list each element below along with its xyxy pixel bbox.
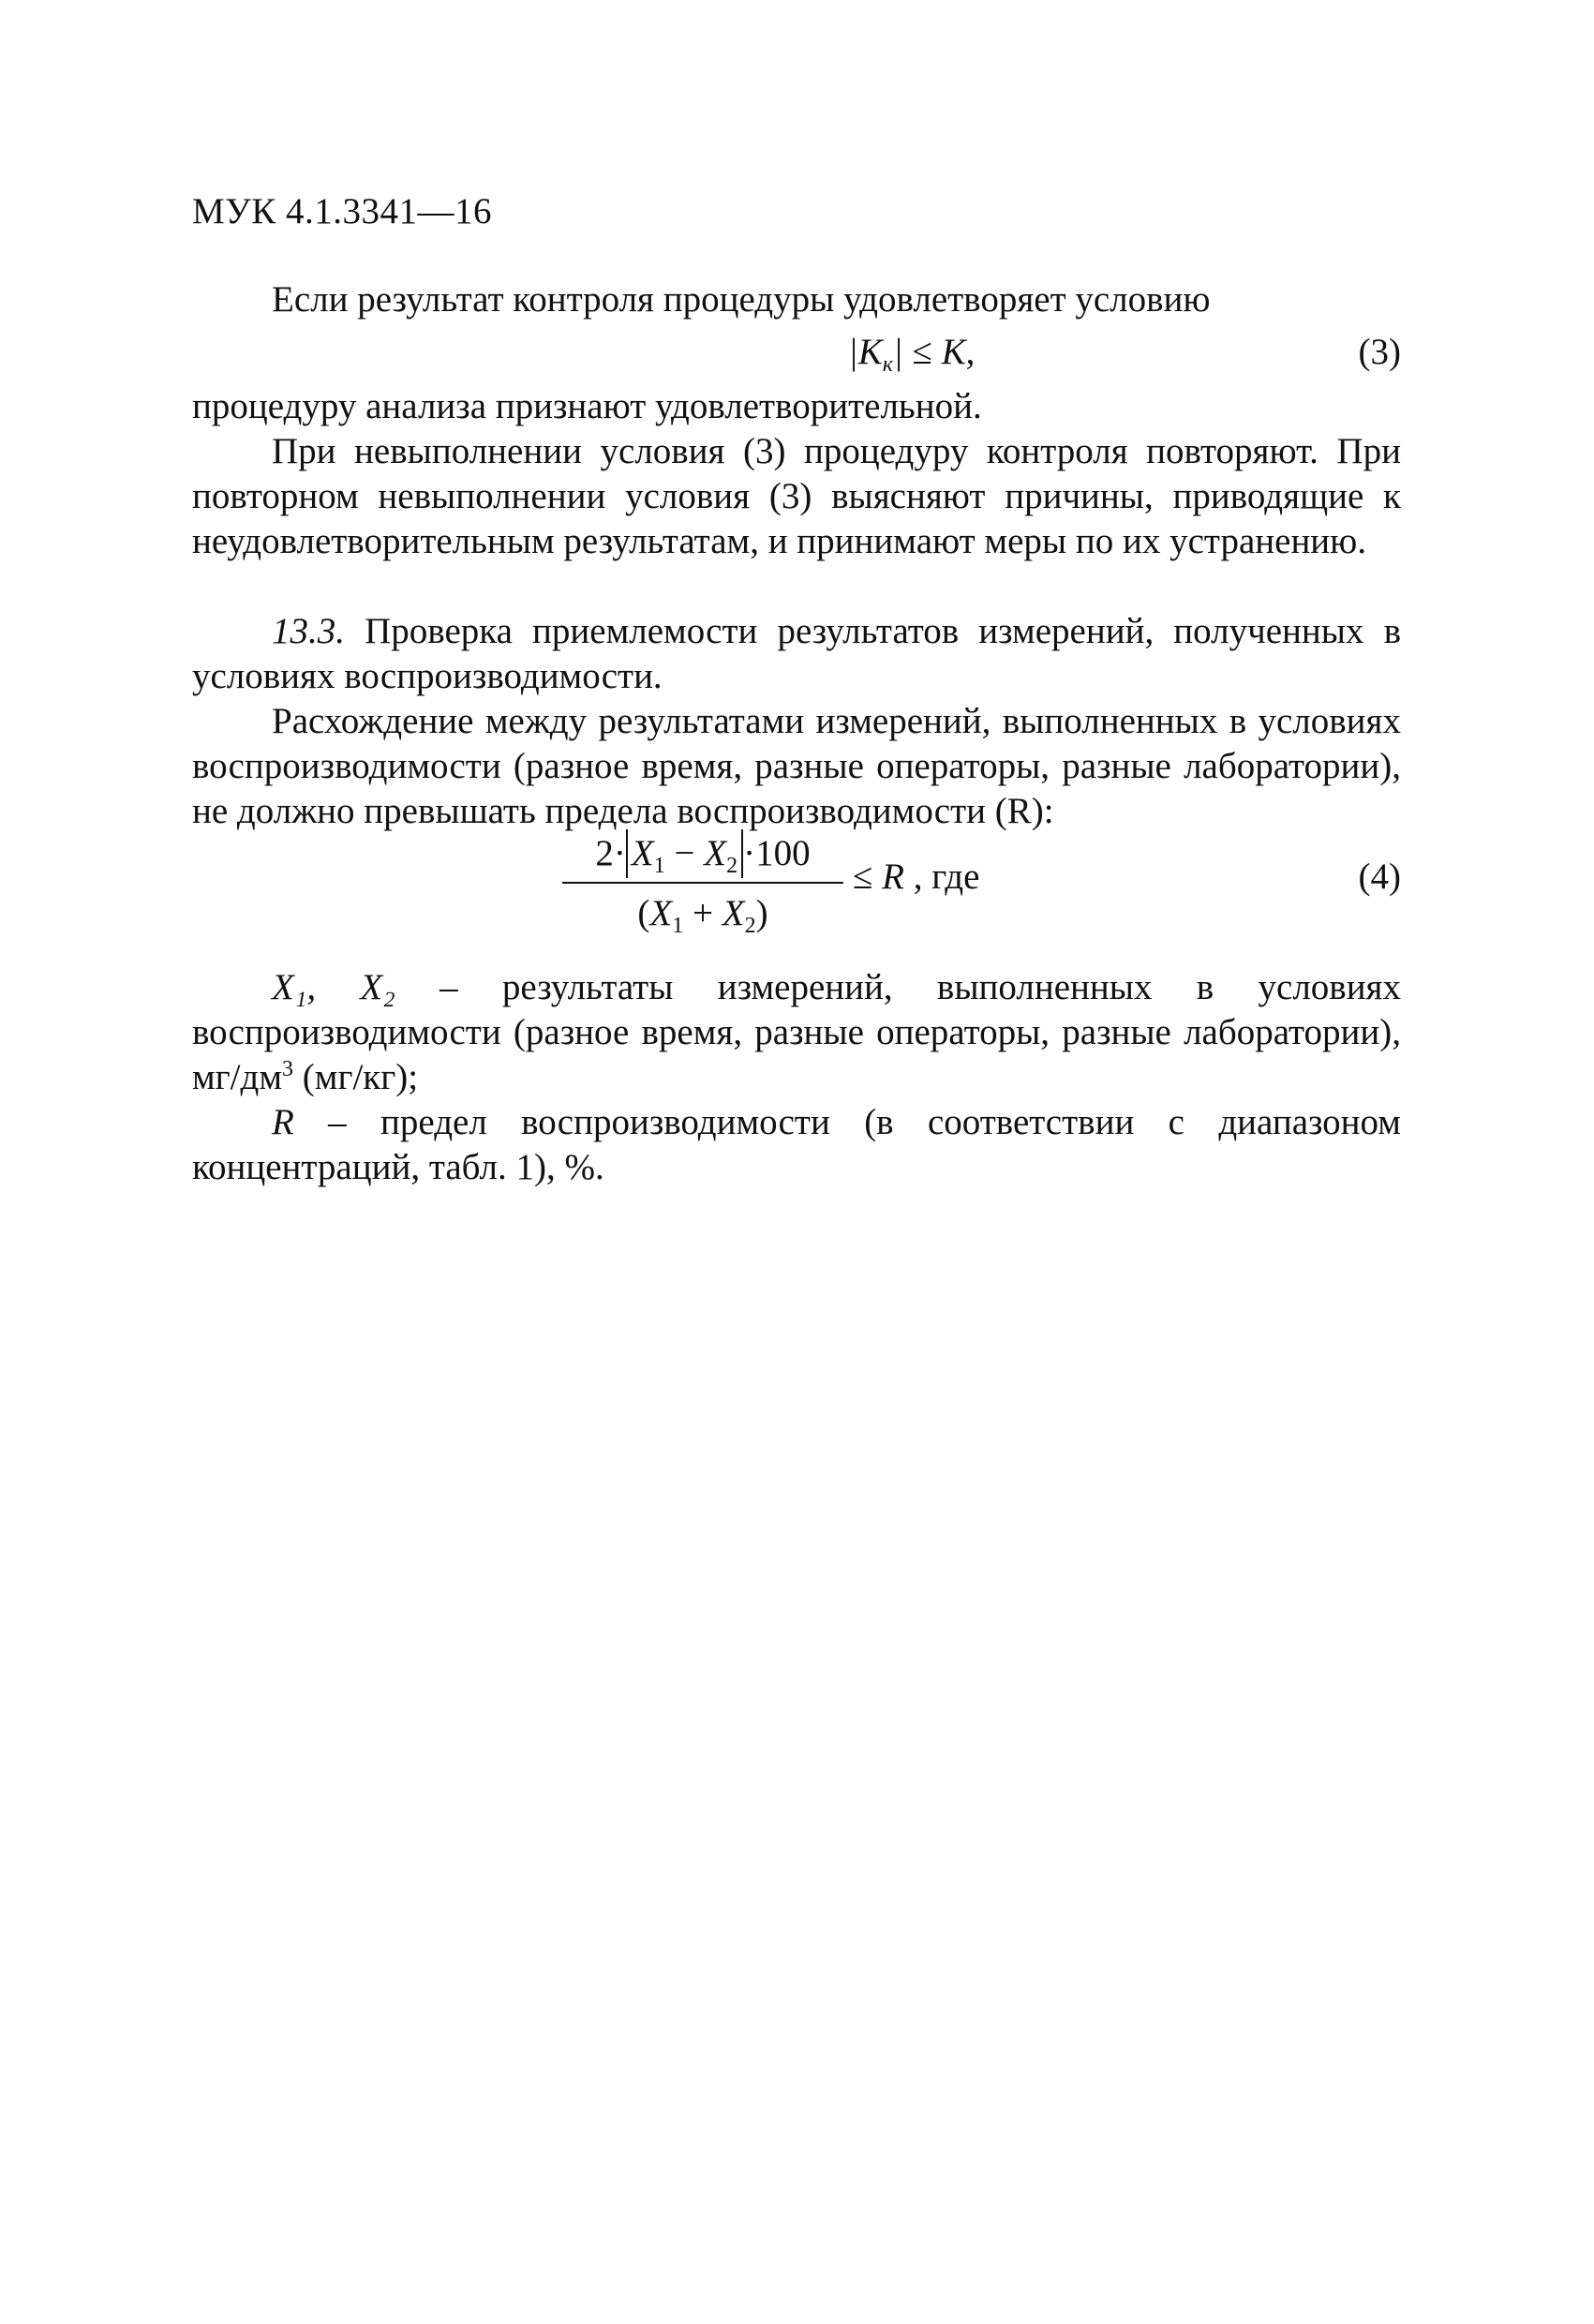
equation-3-expression: $|K_к| \le K$,: [848, 332, 976, 377]
paragraph-condition-intro: Если результат контроля процедуры удовлетворяет условию: [272, 279, 1211, 320]
equation-4-fraction: [562, 829, 843, 938]
document-code: МУК 4.1.3341—16: [192, 191, 493, 231]
section-number: 13.3.: [272, 611, 345, 651]
definition-x-vars: X₁, X₂: [272, 967, 395, 1007]
paragraph-reproducibility-limit: Расхождение между результатами измерений, выполненных в условиях воспроизводимости (разное время, разные операторы, разные лаборатории), не должно превышать предела воспроизводимости (R):: [192, 701, 1401, 831]
paragraph-repeat-control: При невыполнении условия (3) процедуру контроля повторяют. При повторном невыполнении условия (3) выясняют причины, приводящие к неудовлетворительным результатам, и принимают меры по их устранению.: [192, 431, 1401, 561]
paragraph-section-13-3: 13.3. Проверка приемлемости результатов измерений, полученных в условиях воспроизводимости.: [192, 611, 1401, 696]
equation-4-denominator: $(X_1 + X_2)$: [637, 893, 768, 938]
equation-3: [192, 331, 1401, 378]
fraction-bar: [562, 882, 843, 884]
equation-4-rhs: ≤ R , где: [853, 857, 980, 897]
definition-r: R – предел воспроизводимости (в соответствии с диапазоном концентраций, табл. 1), %.: [192, 1102, 1401, 1187]
definition-r-var: R: [272, 1102, 294, 1142]
definition-x1-x2: X₁, X₂ – результаты измерений, выполненных в условиях воспроизводимости (разное время, разные операторы, разные лаборатории), $мг/дм^3$ (мг/кг);: [192, 967, 1401, 1097]
equation-4-numerator: $2\cdot X_1 - X_2 \cdot 100$: [562, 829, 843, 878]
equation-3-number: (3): [1358, 332, 1401, 372]
equation-4-number: (4): [1358, 857, 1401, 897]
paragraph-analysis-satisfactory: процедуру анализа признают удовлетворительной.: [192, 386, 982, 426]
equation-4: [192, 829, 1401, 961]
